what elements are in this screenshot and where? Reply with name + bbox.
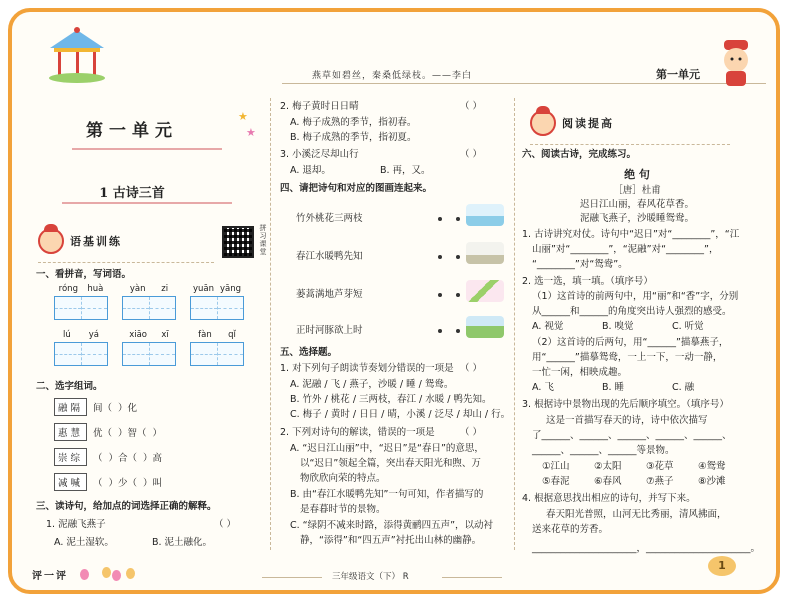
match-line-4: 正时河豚欲上时 (296, 325, 363, 336)
section-basic-title: 语基训练 (70, 235, 122, 248)
r2-text: 从______和______的角度突出诗人强烈的感受。 (532, 306, 732, 317)
balloon-icon (80, 569, 89, 580)
writing-box[interactable] (54, 342, 108, 366)
footer-divider (262, 577, 322, 578)
blank-text: ） (152, 428, 163, 439)
pinyin: yuān (192, 284, 214, 294)
r3-option: ⑥春风 (594, 476, 622, 487)
pinyin: huà (87, 284, 104, 294)
poem-line: 迟日江山丽，春风花草香。 (579, 199, 694, 210)
answer-blank[interactable]: （ ） (214, 519, 237, 530)
r3-text: 了______、______、______、______、______、 (532, 430, 732, 441)
option-b: B. 嗅觉 (602, 321, 634, 332)
pinyin-row-1 (54, 284, 244, 294)
page-number: 1 (708, 556, 736, 576)
option-a: A. 泥土湿软。 (54, 537, 114, 548)
picture-river-mountains (466, 316, 504, 338)
section-divider (530, 144, 730, 145)
picture-dot[interactable] (456, 217, 460, 221)
poem-title: 绝 句 (624, 168, 650, 181)
balloon-icon (126, 568, 135, 579)
header-motto: 燕草如碧丝，秦桑低绿枝。——李白 (312, 71, 473, 81)
picture-dot[interactable] (456, 329, 460, 333)
pinyin: fàn (198, 330, 212, 340)
pinyin: xiāo (129, 330, 147, 340)
r4-answer-line[interactable]: ______________________，______________________。 (532, 543, 761, 554)
option-b: B. 梅子成熟的季节，指初夏。 (290, 132, 417, 143)
blank-text: 优（ (93, 428, 113, 439)
match-line-3: 蒌蒿满地芦芽短 (296, 289, 363, 300)
option-c-cont: 静，“添得”和“四五声”衬托出山林的幽静。 (300, 535, 482, 546)
writing-box[interactable] (54, 296, 108, 320)
option-a-cont: 物欣欣向荣的特点。 (300, 473, 386, 484)
balloon-icon (102, 567, 111, 578)
pinyin: xī (161, 330, 169, 340)
match-dot[interactable] (438, 329, 442, 333)
r2-text: 一忙一闲，相映成趣。 (532, 367, 628, 378)
section-divider (38, 262, 214, 263)
writing-box[interactable] (122, 296, 176, 320)
writing-box[interactable] (190, 342, 244, 366)
word-choice-row (54, 423, 162, 441)
blank-text: 间（ (93, 403, 113, 414)
r3-option: ②太阳 (594, 461, 622, 472)
pinyin: yāng (219, 284, 241, 294)
blank-text: （ (93, 478, 103, 489)
page-header (12, 12, 776, 90)
option-b: B. 竹外 / 桃花 / 三两枝，春江 / 水暖 / 鸭先知。 (290, 394, 492, 405)
option-c: C. 听觉 (672, 321, 704, 332)
poem-line: 泥融飞燕子，沙暖睡鸳鸯。 (579, 213, 694, 224)
unit-title: 第一单元 (86, 121, 178, 141)
carousel-illustration (42, 26, 112, 86)
r3-title: 3. 根据诗中景物出现的先后顺序填空。（填序号） (522, 399, 729, 410)
column-divider-left (270, 98, 271, 550)
match-dot[interactable] (438, 217, 442, 221)
writing-grid-row-2 (54, 342, 244, 366)
column-divider-right (514, 98, 515, 550)
blank-text: ）叫 (143, 478, 163, 489)
mascot-icon (38, 228, 64, 254)
q5-item1: 1. 对下列句子朗读节奏划分错误的一项是 (280, 363, 454, 374)
option-b: B. 再，又。 (380, 165, 431, 176)
right-column (522, 92, 762, 560)
r1-text: “________”对“鸳鸯”。 (532, 259, 628, 270)
header-divider (282, 83, 766, 84)
option-b-cont: 是春暮时节的景物。 (300, 504, 386, 515)
writing-grid-row-1 (54, 296, 244, 320)
writing-box[interactable] (122, 342, 176, 366)
blank-text: ）智（ (118, 428, 147, 439)
option-c: C. “绿阴不减来时路，添得黄鹂四五声”，以动衬 (290, 520, 494, 531)
star-icon: ★ (238, 110, 248, 123)
q3-title: 三、读诗句，给加点的词选择正确的解释。 (36, 501, 217, 512)
option-a: A. “迟日江山丽”中，“迟日”是“春日”的意思， (290, 443, 484, 454)
r2-text: （2）这首诗的后两句，用“______”描摹燕子， (532, 337, 729, 348)
word-choice-row (54, 473, 162, 491)
r3-option: ⑦燕子 (646, 476, 674, 487)
match-dot[interactable] (438, 293, 442, 297)
mascot-icon (530, 110, 556, 136)
q2-title: 二、选字组词。 (36, 381, 103, 392)
q5-title: 五、选择题。 (280, 347, 338, 358)
word-choice-row (54, 448, 162, 466)
lesson-title: 1 古诗三首 (99, 186, 165, 201)
answer-blank[interactable]: （ ） (460, 101, 483, 112)
r3-option: ⑤春泥 (542, 476, 570, 487)
option-b: B. 由“春江水暖鸭先知”一句可知，作者描写的 (290, 489, 484, 500)
footer-divider (442, 577, 502, 578)
qr-code[interactable] (222, 226, 254, 258)
r4-text: 春天阳光普照，山河无比秀丽，清风拂面， (546, 509, 727, 520)
option-c: C. 梅子 / 黄时 / 日日 / 晴，小溪 / 泛尽 / 却山 / 行。 (290, 409, 511, 420)
char-pair-box: 减喊 (54, 473, 87, 491)
answer-blank[interactable]: （ ） (460, 363, 483, 374)
q3-item2: 2. 梅子黄时日日晴 (280, 101, 359, 112)
section-badge-reading (530, 110, 614, 136)
r2-text: （1）这首诗的前两句中，用“丽”和“香”字，分别 (532, 291, 739, 302)
blank-text: ）化 (118, 403, 138, 414)
q4-title: 四、请把诗句和对应的图画连起来。 (280, 183, 433, 194)
child-mascot-illustration (714, 38, 758, 88)
blank-text: ）少（ (108, 478, 138, 489)
option-a: A. 梅子成熟的季节，指初春。 (290, 117, 417, 128)
option-a: A. 视觉 (532, 321, 564, 332)
picture-reeds (466, 242, 504, 264)
section-reading-title: 阅读提高 (562, 117, 614, 130)
footer-book-title: 三年级语文（下） R (332, 572, 409, 582)
match-line-2: 春江水暖鸭先知 (296, 251, 363, 262)
picture-dot[interactable] (456, 255, 460, 259)
r4-title: 4. 根据意思找出相应的诗句，并写下来。 (522, 493, 696, 504)
r2-text: 用“______”描摹鸳鸯，一上一下，一动一静， (532, 352, 723, 363)
r4-text: 送来花草的芳香。 (532, 524, 609, 535)
answer-blank[interactable]: （ ） (460, 427, 483, 438)
char-pair-box: 惠慧 (54, 423, 87, 441)
self-evaluation-label: 评一评 (32, 571, 68, 582)
poem-author: ［唐］杜甫 (613, 185, 661, 196)
r3-text: 这是一首描写春天的诗，诗中依次描写 (546, 415, 708, 426)
left-column (32, 92, 270, 560)
q1-title: 一、看拼音，写词语。 (36, 269, 132, 280)
pinyin: yá (88, 330, 99, 340)
answer-blank[interactable]: （ ） (460, 149, 483, 160)
pinyin-row-2 (54, 330, 244, 340)
q6-title: 六、阅读古诗，完成练习。 (522, 149, 637, 160)
char-pair-box: 崇综 (54, 448, 87, 466)
option-a: A. 退却。 (290, 165, 331, 176)
q3-item3: 3. 小溪泛尽却山行 (280, 149, 359, 160)
option-a-cont: 以“迟日”领起全篇，突出春天阳光和煦、万 (300, 458, 481, 469)
blank-text: （ (93, 453, 103, 464)
r2-title: 2. 选一选，填一填。（填序号） (522, 276, 653, 287)
r3-option: ④鸳鸯 (698, 461, 726, 472)
q5-item2: 2. 下列对诗句的解读，错误的一项是 (280, 427, 435, 438)
r1-text: 1. 古诗讲究对仗。诗句中“迟日”对“________”，“江 (522, 229, 740, 240)
r3-option: ①江山 (542, 461, 570, 472)
r3-option: ⑧沙滩 (698, 476, 726, 487)
r3-option: ③花草 (646, 461, 674, 472)
pinyin: róng (58, 284, 78, 294)
option-a: A. 飞 (532, 382, 554, 393)
star-icon: ★ (246, 126, 256, 139)
option-b: B. 睡 (602, 382, 625, 393)
blank-text: ）合（ (108, 453, 138, 464)
pinyin: lú (63, 330, 71, 340)
pinyin: qǐ (228, 330, 236, 340)
r1-text: 山丽”对“________”，“泥融”对“________”， (532, 244, 719, 255)
char-pair-box: 融隔 (54, 398, 87, 416)
writing-box[interactable] (190, 296, 244, 320)
pinyin: yàn (129, 284, 146, 294)
picture-dot[interactable] (456, 293, 460, 297)
page-footer (12, 559, 776, 590)
header-unit-tag: 第一单元 (656, 68, 700, 81)
picture-duck-river (466, 204, 504, 226)
q3-item1: 1. 泥融飞燕子 (46, 519, 106, 530)
word-choice-row (54, 398, 137, 416)
picture-peach-branch (466, 280, 504, 302)
unit-title-underline (72, 148, 222, 150)
lesson-title-underline (62, 202, 232, 204)
balloon-icon (112, 570, 121, 581)
match-line-1: 竹外桃花三两枝 (296, 213, 363, 224)
pinyin: zi (161, 284, 169, 294)
qr-label: 拼习课堂 (259, 224, 267, 256)
section-badge-basic (38, 228, 122, 254)
match-dot[interactable] (438, 255, 442, 259)
r3-text: ______、______、______等景物。 (532, 445, 675, 456)
option-c: C. 融 (672, 382, 695, 393)
option-b: B. 泥土融化。 (152, 537, 213, 548)
middle-column (280, 92, 512, 560)
option-a: A. 泥融 / 飞 / 燕子，沙暖 / 睡 / 鸳鸯。 (290, 379, 454, 390)
workbook-page (8, 8, 780, 594)
blank-text: ）高 (143, 453, 163, 464)
